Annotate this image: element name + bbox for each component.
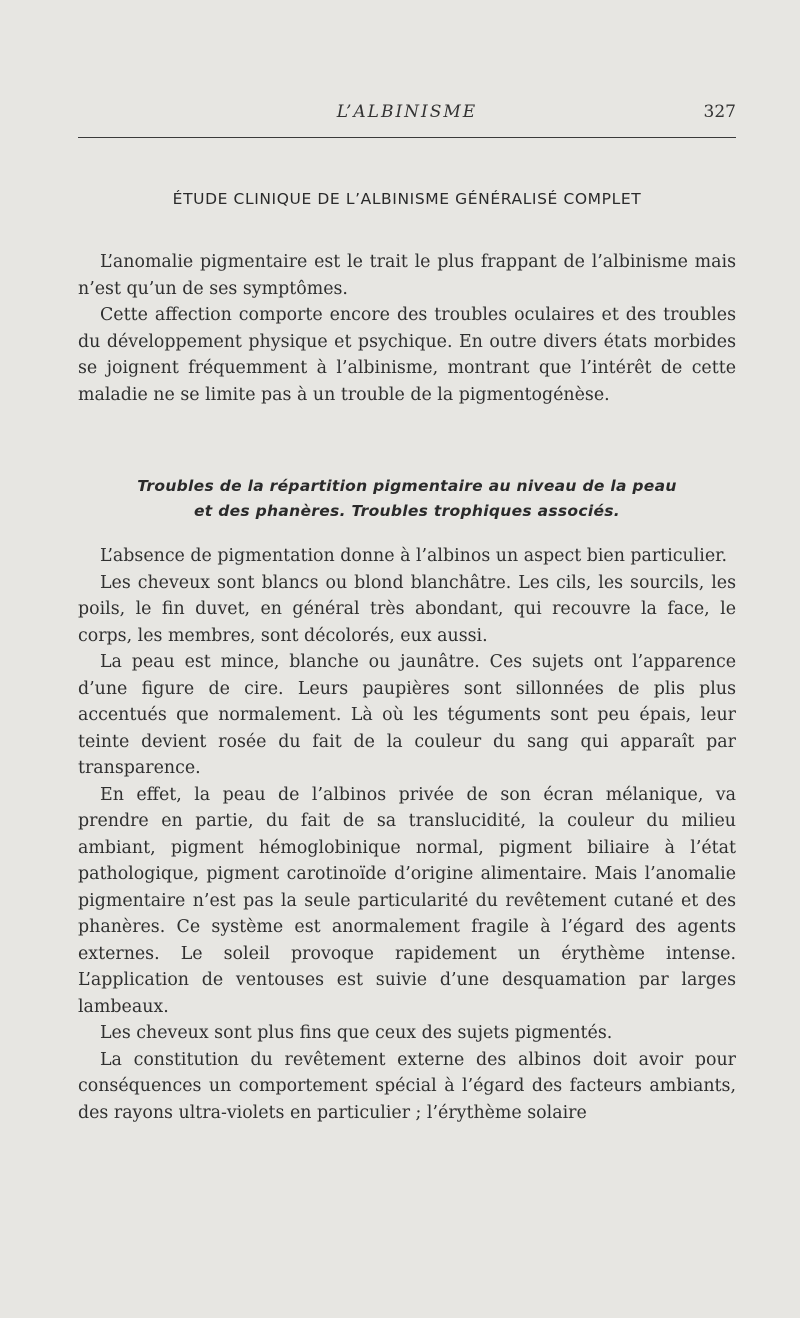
header-rule [78, 137, 736, 138]
body-text [78, 543, 736, 1126]
paragraph: Cette affection comporte encore des troubles oculaires et des troubles du développement physique et psychique. En outre divers états morbides se joignent fréquemment à l’albinisme, montrant que l’intérêt de cette maladie ne se limite pas à un trouble de la pigmentogénèse. [78, 305, 736, 405]
paragraph: En effet, la peau de l’albinos privée de son écran mélanique, va prendre en partie, du fait de sa translucidité, la couleur du milieu ambiant, pigment hémoglobinique normal, pigment biliaire à l’état pathologique, pigment carotinoïde d’origine alimentaire. Mais l’anomalie pigmentaire n’est pas la seule particularité du revêtement cutané et des phanères. Ce système est anormalement fragile à l’égard des agents externes. Le soleil provoque rapidement un érythème intense. L’application de ventouses est suivie d’une desquamation par larges lambeaux. [78, 784, 736, 1017]
paragraph: L’anomalie pigmentaire est le trait le plus frappant de l’albinisme mais n’est qu’un de ses symptômes. [78, 252, 736, 299]
subsection-title-line: et des phanères. Troubles trophiques associés. [194, 502, 620, 520]
subsection-title-line: Troubles de la répartition pigmentaire au niveau de la peau [137, 477, 677, 495]
subsection-title [78, 474, 736, 524]
paragraph: La peau est mince, blanche ou jaunâtre. Ces sujets ont l’apparence d’une figure de cire. Leurs paupières sont sillonnées de plis plus accentués que normalement. Là où les téguments sont peu épais, leur teinte devient rosée du fait de la couleur du sang qui apparaît par transparence. [78, 652, 736, 778]
running-head [78, 102, 736, 128]
paragraph: Les cheveux sont blancs ou blond blanchâtre. Les cils, les sourcils, les poils, le fin duvet, en général très abondant, qui recouvre la face, le corps, les membres, sont décolorés, eux aussi. [78, 572, 736, 646]
intro-text [78, 249, 736, 408]
running-title: L’ALBINISME [336, 102, 478, 122]
paragraph: L’absence de pigmentation donne à l’albinos un aspect bien particulier. [100, 546, 728, 566]
paragraph: Les cheveux sont plus fins que ceux des sujets pigmentés. [100, 1023, 613, 1043]
section-title: ÉTUDE CLINIQUE DE L’ALBINISME GÉNÉRALISÉ COMPLET [172, 190, 642, 208]
page-number: 327 [703, 102, 736, 122]
paragraph: La constitution du revêtement externe des albinos doit avoir pour conséquences un comportement spécial à l’égard des facteurs ambiants, des rayons ultra-violets en particulier ; l’érythème solaire [78, 1049, 736, 1123]
